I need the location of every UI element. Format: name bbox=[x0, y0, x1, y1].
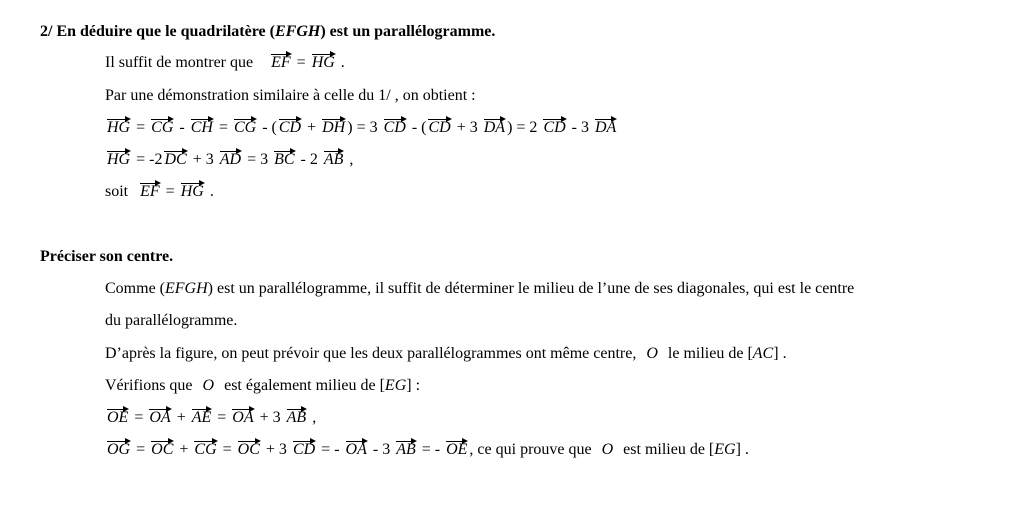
vector: CG bbox=[194, 441, 217, 458]
text: ] . bbox=[735, 441, 749, 458]
vector: OA bbox=[345, 441, 367, 458]
vector: DA bbox=[483, 119, 506, 136]
vector: OA bbox=[149, 409, 171, 426]
equation-oe bbox=[105, 408, 316, 428]
text: = bbox=[165, 183, 175, 200]
vector: DA bbox=[595, 119, 617, 136]
text: = bbox=[222, 441, 232, 458]
heading-var: EFGH bbox=[274, 23, 321, 40]
text: = bbox=[134, 409, 144, 426]
text: O bbox=[646, 345, 658, 362]
text: Comme ( bbox=[105, 280, 165, 297]
text: , ce qui prouve que bbox=[469, 441, 592, 458]
center-heading: Préciser son centre. bbox=[40, 248, 174, 265]
text: = - bbox=[421, 441, 441, 458]
text: , bbox=[349, 151, 354, 168]
equation-conclusion bbox=[105, 182, 214, 202]
text: + 3 bbox=[259, 409, 281, 426]
text: = bbox=[218, 119, 228, 136]
text: + bbox=[307, 119, 317, 136]
text: Vérifions que bbox=[105, 377, 193, 394]
vector: HG bbox=[180, 183, 204, 200]
text: = - bbox=[321, 441, 340, 458]
vector: AB bbox=[396, 441, 416, 458]
vector: OC bbox=[151, 441, 174, 458]
heading-text: ) est un parallélogramme. bbox=[320, 23, 496, 40]
text: ) = 2 bbox=[507, 119, 538, 136]
vector: CD bbox=[278, 119, 302, 136]
text: . bbox=[340, 54, 345, 71]
vector: AD bbox=[219, 151, 242, 168]
text: . bbox=[209, 183, 214, 200]
text: + bbox=[179, 441, 189, 458]
vector: AE bbox=[191, 409, 212, 426]
text: AC bbox=[752, 345, 774, 362]
text: D’après la figure, on peut prévoir que les deux parallélogrammes ont même centre, bbox=[105, 345, 637, 362]
vector: DH bbox=[322, 119, 346, 136]
paragraph-line bbox=[105, 376, 420, 396]
text: , bbox=[312, 409, 317, 426]
vector: OG bbox=[107, 441, 131, 458]
vector: OE bbox=[446, 441, 468, 458]
vector: CD bbox=[383, 119, 406, 136]
paragraph-line bbox=[105, 344, 787, 364]
vector: CD bbox=[428, 119, 451, 136]
line-show-vectors bbox=[105, 53, 345, 73]
text: est milieu de [ bbox=[623, 441, 715, 458]
vector: AB bbox=[286, 409, 307, 426]
text: = -2 bbox=[136, 151, 163, 168]
text: = bbox=[136, 441, 146, 458]
vector-ef: EF bbox=[271, 54, 291, 71]
vector: AB bbox=[323, 151, 344, 168]
vector: OA bbox=[232, 409, 254, 426]
text: = bbox=[217, 409, 227, 426]
line-similar-demo: Par une démonstration similaire à celle du 1/ , on obtient : bbox=[105, 87, 476, 104]
text: + 3 bbox=[192, 151, 214, 168]
equation-hg-2 bbox=[105, 150, 353, 170]
paragraph-line: du parallélogramme. bbox=[105, 312, 238, 329]
text: ] : bbox=[406, 377, 421, 394]
text: ) = 3 bbox=[347, 119, 378, 136]
text: EG bbox=[384, 377, 407, 394]
text: - 3 bbox=[372, 441, 391, 458]
heading-text: 2/ En déduire que le quadrilatère ( bbox=[40, 23, 275, 40]
vector: HG bbox=[107, 151, 131, 168]
vector-hg: HG bbox=[311, 54, 335, 71]
text: + 3 bbox=[265, 441, 287, 458]
vector: BC bbox=[274, 151, 295, 168]
text: le milieu de [ bbox=[667, 345, 753, 362]
text: = bbox=[136, 119, 146, 136]
text: - ( bbox=[411, 119, 427, 136]
vector: HG bbox=[107, 119, 131, 136]
text: ) est un parallélogramme, il suffit de déterminer le milieu de l’une de ses diagonales, qui est le centre bbox=[207, 280, 855, 297]
vector: CD bbox=[292, 441, 316, 458]
vector: CH bbox=[190, 119, 213, 136]
text: - 3 bbox=[571, 119, 589, 136]
text: - ( bbox=[262, 119, 277, 136]
paragraph-line bbox=[105, 279, 854, 299]
text: O bbox=[601, 441, 614, 458]
equation-og bbox=[105, 440, 749, 460]
vector: CG bbox=[233, 119, 257, 136]
question-2-heading bbox=[40, 22, 495, 42]
text: + bbox=[176, 409, 186, 426]
vector: CG bbox=[151, 119, 174, 136]
text: - bbox=[179, 119, 185, 136]
text: est également milieu de [ bbox=[224, 377, 385, 394]
text: = 3 bbox=[247, 151, 269, 168]
text: soit bbox=[105, 183, 129, 200]
text: O bbox=[202, 377, 215, 394]
vector: CD bbox=[543, 119, 566, 136]
text: - 2 bbox=[300, 151, 318, 168]
text: EG bbox=[714, 441, 736, 458]
vector: DC bbox=[164, 151, 187, 168]
text: Il suffit de montrer que bbox=[105, 54, 254, 71]
vector: EF bbox=[140, 183, 160, 200]
vector: OC bbox=[237, 441, 260, 458]
text: + 3 bbox=[456, 119, 478, 136]
equation-hg-1 bbox=[105, 118, 618, 138]
text: ] . bbox=[773, 345, 787, 362]
text: EFGH bbox=[165, 280, 208, 297]
text: = bbox=[296, 54, 306, 71]
vector: OE bbox=[107, 409, 129, 426]
